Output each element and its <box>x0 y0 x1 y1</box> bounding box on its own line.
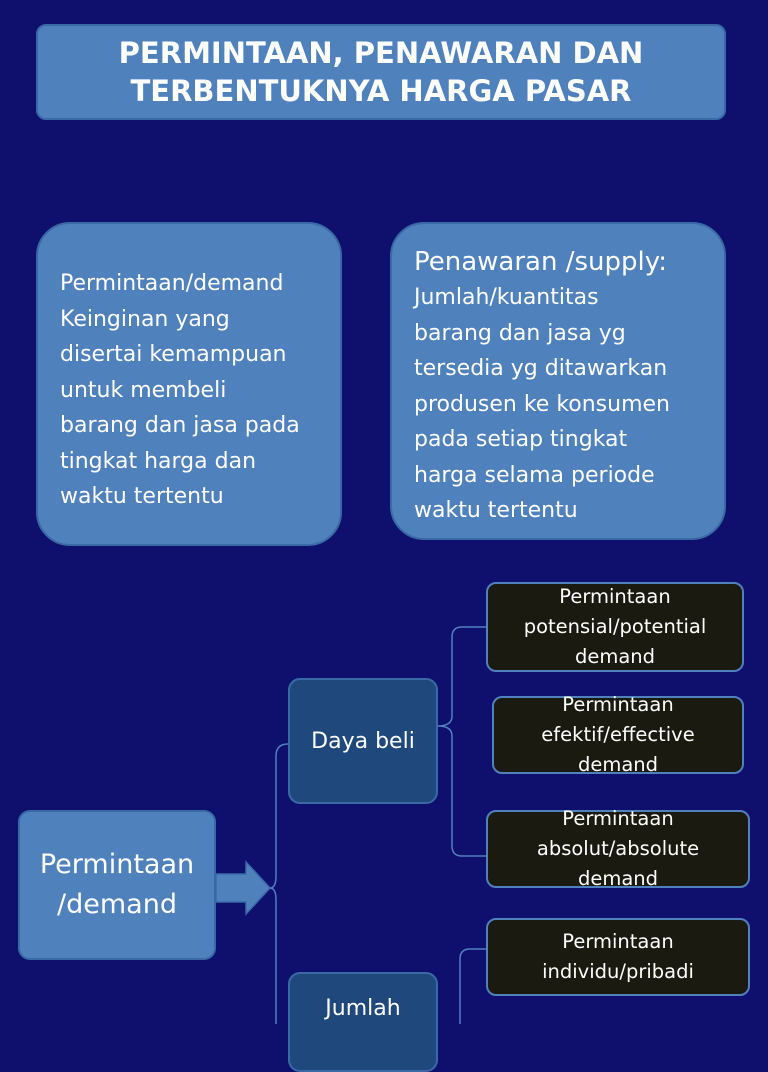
leaf-line: Permintaan <box>562 807 674 830</box>
demand-line: Permintaan/demand <box>60 271 284 296</box>
leaf-individual-demand <box>486 918 750 996</box>
leaf-line: Permintaan <box>562 693 674 716</box>
leaf-line: individu/pribadi <box>542 960 694 983</box>
title-line-2: TERBENTUKNYA HARGA PASAR <box>130 74 632 108</box>
leaf-line: Permintaan <box>559 585 671 608</box>
leaf-potential-demand <box>486 582 744 672</box>
demand-line: disertai kemampuan <box>60 342 287 367</box>
supply-line: Jumlah/kuantitas <box>414 285 599 310</box>
demand-line: barang dan jasa pada <box>60 413 300 438</box>
leaf-line: demand <box>574 645 656 668</box>
root-label-line-2: /demand <box>57 889 177 920</box>
leaf-line: absolut/absolute <box>536 837 700 860</box>
supply-line: tersedia yg ditawarkan <box>414 356 668 381</box>
daya-beli-label: Daya beli <box>311 728 415 754</box>
leaf-effective-demand <box>492 693 744 776</box>
jumlah-bracket <box>460 949 486 1024</box>
level2-bracket <box>270 744 288 1024</box>
leaf-line: Permintaan <box>562 930 674 953</box>
daya-beli-node <box>288 678 438 804</box>
demand-line: untuk membeli <box>60 377 227 403</box>
supply-heading: Penawaran /supply: <box>414 247 667 277</box>
supply-line: produsen ke konsumen <box>414 391 670 417</box>
supply-line: harga selama periode <box>414 462 655 488</box>
leaf-line: demand <box>577 753 659 776</box>
supply-line: barang dan jasa yg <box>414 320 626 346</box>
leaf-line: potensial/potential <box>523 615 707 638</box>
jumlah-label: Jumlah <box>325 996 401 1021</box>
demand-line: waktu tertentu <box>60 484 224 509</box>
leaf-line: demand <box>577 867 659 890</box>
leaf-line: efektif/effective <box>541 723 695 746</box>
leaf-absolute-demand <box>486 807 750 890</box>
demand-line: Keinginan yang <box>60 306 230 332</box>
daya-beli-bracket <box>438 627 486 856</box>
supply-line: pada setiap tingkat <box>414 427 628 452</box>
title-line-1: PERMINTAAN, PENAWARAN DAN <box>118 36 644 70</box>
demand-line: tingkat harga dan <box>60 448 257 474</box>
jumlah-node <box>288 972 438 1072</box>
supply-line: waktu tertentu <box>414 498 578 523</box>
root-label-line-1: Permintaan <box>39 849 195 880</box>
right-arrow-icon <box>216 862 270 914</box>
permintaan-root-node <box>18 810 216 960</box>
